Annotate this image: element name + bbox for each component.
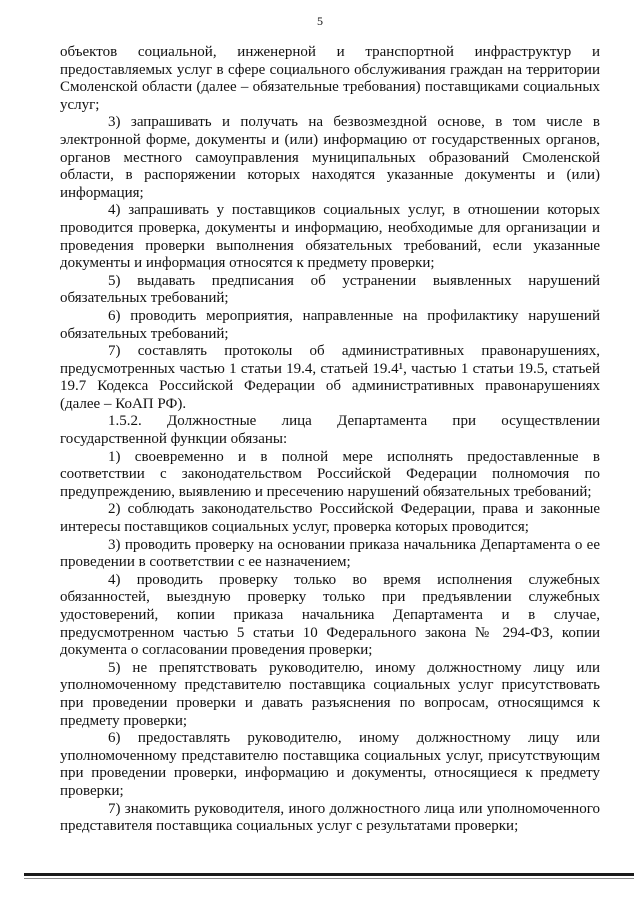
paragraph-item-5: 5) выдавать предписания об устранении выявленных нарушений обязательных требований; [60,272,600,307]
obligation-item-2: 2) соблюдать законодательство Российской Федерации, права и законные интересы поставщиков социальных услуг, проверка которых проводится; [60,501,600,536]
document-body [60,44,600,836]
obligation-item-6: 6) предоставлять руководителю, иному должностному лицу или уполномоченному представителю поставщика социальных услуг, присутствующим при проведении проверки, информацию и документы, относящиеся к предмету проверки; [60,730,600,799]
scan-bottom-edge [24,873,634,876]
obligation-item-1: 1) своевременно и в полной мере исполнять предоставленные в соответствии с законодательством Российской Федерации полномочия по предупреждению, выявлению и пресечению нарушений обязательных требований; [60,448,600,500]
section-1-5-2-heading: 1.5.2. Должностные лица Департамента при осуществлении государственной функции обязаны: [60,413,600,448]
page-number: 5 [317,14,323,28]
scan-bottom-edge-shadow [24,878,634,879]
obligation-item-4: 4) проводить проверку только во время исполнения служебных обязанностей, выездную проверку только при предъявлении служебных удостоверений, копии приказа начальника Департамента и в случае, предусмотренном частью 5 статьи 10 Федерального закона № 294-ФЗ, копии документа о согласовании проведения проверки; [60,571,600,659]
paragraph-item-3: 3) запрашивать и получать на безвозмездной основе, в том числе в электронной форме, документы и (или) информацию от государственных органов, органов местного самоуправления муниципальных образований Смоленской области, в распоряжении которых находятся указанные документы и (или) информация; [60,114,600,201]
paragraph-continuation: объектов социальной, инженерной и транспортной инфраструктур и предоставляемых услуг в сфере социального обслуживания граждан на территории Смоленской области (далее – обязательные требования) поставщиками социальных услуг; [60,44,600,113]
obligation-item-3: 3) проводить проверку на основании приказа начальника Департамента о ее проведении в соответствии с ее назначением; [60,536,600,571]
obligation-item-5: 5) не препятствовать руководителю, иному должностному лицу или уполномоченному представителю поставщика социальных услуг присутствовать при проведении проверки и давать разъяснения по вопросам, относящимся к предмету проверки; [60,659,600,729]
paragraph-item-6: 6) проводить мероприятия, направленные на профилактику нарушений обязательных требований; [60,307,600,342]
paragraph-item-4: 4) запрашивать у поставщиков социальных услуг, в отношении которых проводится проверка, документы и информацию, необходимые для организации и проведения проверки выполнения обязательных требований, если указанные документы и информация относятся к предмету проверки; [60,202,600,272]
obligation-item-7: 7) знакомить руководителя, иного должностного лица или уполномоченного представителя поставщика социальных услуг с результатами проверки; [60,800,600,835]
paragraph-item-7: 7) составлять протоколы об административных правонарушениях, предусмотренных частью 1 статьи 19.4, статьей 19.4¹, частью 1 статьи 19.5, статьей 19.7 Кодекса Российской Федерации об административных правонарушениях (далее – КоАП РФ). [60,343,600,412]
